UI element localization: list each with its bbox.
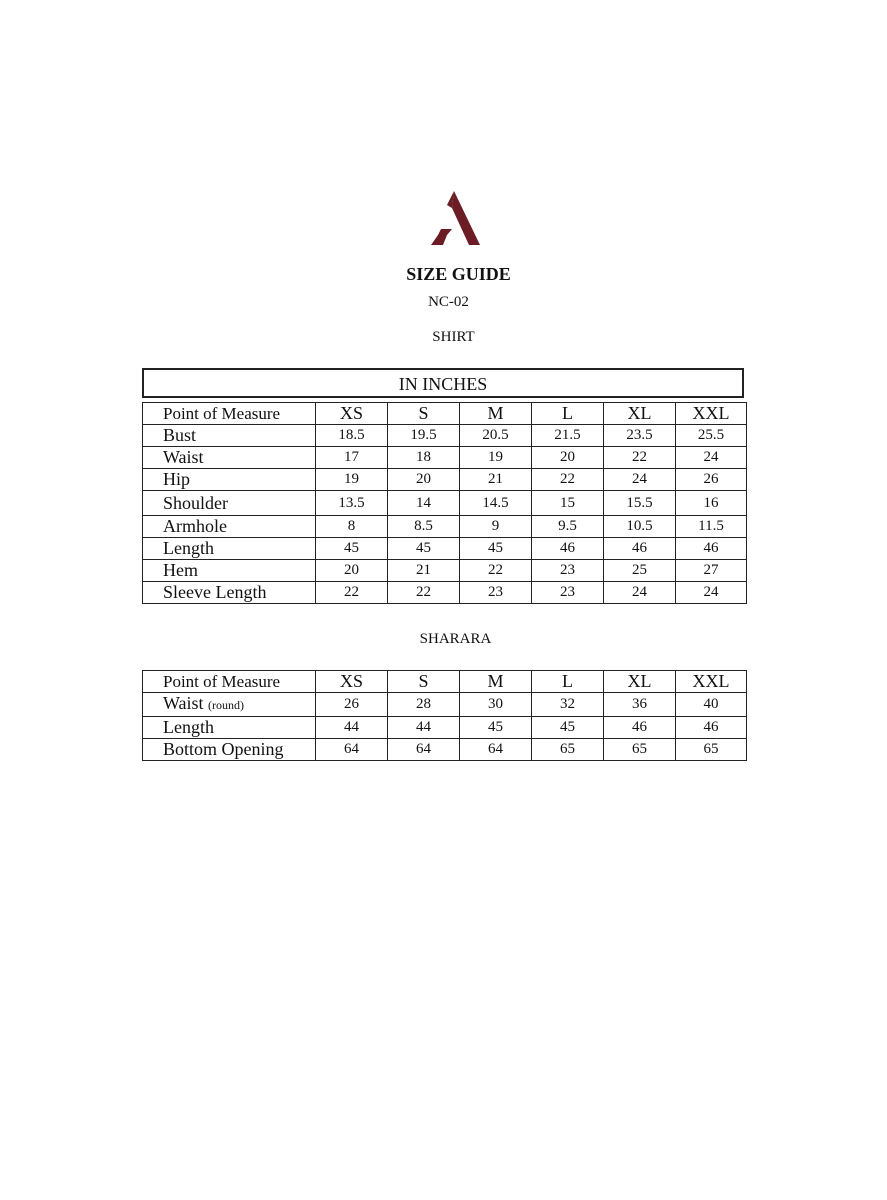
table-cell: 46 xyxy=(676,717,747,739)
header-cell: M xyxy=(460,671,532,693)
header-cell: S xyxy=(388,671,460,693)
table-row xyxy=(143,582,747,604)
header-cell: XL xyxy=(604,671,676,693)
table-cell: 44 xyxy=(316,717,388,739)
table-row xyxy=(143,469,747,491)
header-cell: XS xyxy=(316,403,388,425)
table-cell: 27 xyxy=(676,560,747,582)
table-cell: 20 xyxy=(316,560,388,582)
table-cell: 16 xyxy=(676,491,747,516)
header-cell: XXL xyxy=(676,671,747,693)
table-row xyxy=(143,717,747,739)
table-cell: 46 xyxy=(532,538,604,560)
sharara-section-label: SHARARA xyxy=(419,631,492,647)
table-cell: 23 xyxy=(460,582,532,604)
table-cell: 64 xyxy=(460,739,532,761)
header-cell: XS xyxy=(316,671,388,693)
header-cell: L xyxy=(532,671,604,693)
units-header: IN INCHES xyxy=(142,368,744,398)
table-cell: 46 xyxy=(604,538,676,560)
table-cell: 46 xyxy=(676,538,747,560)
table-cell: 8 xyxy=(316,516,388,538)
measure-label: Length xyxy=(143,717,316,739)
measure-label: Hip xyxy=(143,469,316,491)
table-cell: 24 xyxy=(676,582,747,604)
table-cell: 40 xyxy=(676,693,747,717)
table-row xyxy=(143,538,747,560)
header-cell: XXL xyxy=(676,403,747,425)
table-cell: 30 xyxy=(460,693,532,717)
page-title: SIZE GUIDE xyxy=(406,264,511,284)
measure-label: Shoulder xyxy=(143,491,316,516)
table-cell: 65 xyxy=(604,739,676,761)
table-cell: 24 xyxy=(604,469,676,491)
table-cell: 11.5 xyxy=(676,516,747,538)
table-cell: 14 xyxy=(388,491,460,516)
header-cell: XL xyxy=(604,403,676,425)
table-cell: 25.5 xyxy=(676,425,747,447)
shirt-section-label: SHIRT xyxy=(432,329,475,345)
table-row xyxy=(143,447,747,469)
table-cell: 22 xyxy=(316,582,388,604)
table-cell: 20.5 xyxy=(460,425,532,447)
sharara-size-table xyxy=(142,670,747,761)
table-cell: 45 xyxy=(388,538,460,560)
table-cell: 17 xyxy=(316,447,388,469)
table-cell: 26 xyxy=(676,469,747,491)
table-cell: 45 xyxy=(460,538,532,560)
table-cell: 65 xyxy=(676,739,747,761)
table-cell: 21 xyxy=(388,560,460,582)
table-cell: 25 xyxy=(604,560,676,582)
table-cell: 36 xyxy=(604,693,676,717)
table-cell: 10.5 xyxy=(604,516,676,538)
table-row xyxy=(143,693,747,717)
table-cell: 45 xyxy=(316,538,388,560)
measure-label: Length xyxy=(143,538,316,560)
table-cell: 23.5 xyxy=(604,425,676,447)
a-letter-logo-icon xyxy=(428,191,480,245)
measure-label: Bust xyxy=(143,425,316,447)
table-cell: 15.5 xyxy=(604,491,676,516)
table-row xyxy=(143,425,747,447)
table-cell: 14.5 xyxy=(460,491,532,516)
table-cell: 45 xyxy=(460,717,532,739)
table-cell: 9 xyxy=(460,516,532,538)
table-cell: 18 xyxy=(388,447,460,469)
table-cell: 15 xyxy=(532,491,604,516)
product-code: NC-02 xyxy=(428,294,469,310)
table-cell: 19.5 xyxy=(388,425,460,447)
table-cell: 22 xyxy=(532,469,604,491)
table-cell: 21 xyxy=(460,469,532,491)
table-cell: 19 xyxy=(316,469,388,491)
table-cell: 24 xyxy=(676,447,747,469)
measure-label: Sleeve Length xyxy=(143,582,316,604)
table-cell: 23 xyxy=(532,582,604,604)
table-cell: 26 xyxy=(316,693,388,717)
shirt-size-table xyxy=(142,402,747,604)
table-cell: 44 xyxy=(388,717,460,739)
table-cell: 8.5 xyxy=(388,516,460,538)
table-cell: 18.5 xyxy=(316,425,388,447)
table-row xyxy=(143,491,747,516)
table-cell: 20 xyxy=(532,447,604,469)
table-cell: 9.5 xyxy=(532,516,604,538)
table-cell: 13.5 xyxy=(316,491,388,516)
table-cell: 20 xyxy=(388,469,460,491)
table-cell: 32 xyxy=(532,693,604,717)
table-cell: 24 xyxy=(604,582,676,604)
table-row xyxy=(143,739,747,761)
table-cell: 64 xyxy=(316,739,388,761)
header-cell: Point of Measure xyxy=(143,403,316,425)
header-cell: M xyxy=(460,403,532,425)
table-row xyxy=(143,560,747,582)
table-header-row xyxy=(143,671,747,693)
table-row xyxy=(143,516,747,538)
measure-label: Waist xyxy=(143,447,316,469)
table-cell: 22 xyxy=(460,560,532,582)
table-cell: 65 xyxy=(532,739,604,761)
table-cell: 22 xyxy=(388,582,460,604)
measure-label: Armhole xyxy=(143,516,316,538)
header-cell: L xyxy=(532,403,604,425)
table-cell: 23 xyxy=(532,560,604,582)
measure-label-text: Waist xyxy=(163,693,204,713)
measure-label: Bottom Opening xyxy=(143,739,316,761)
table-cell: 22 xyxy=(604,447,676,469)
measure-note: (round) xyxy=(208,698,245,712)
table-header-row xyxy=(143,403,747,425)
table-cell: 19 xyxy=(460,447,532,469)
table-cell: 64 xyxy=(388,739,460,761)
header-cell: S xyxy=(388,403,460,425)
table-cell: 21.5 xyxy=(532,425,604,447)
table-cell: 46 xyxy=(604,717,676,739)
measure-label xyxy=(143,693,316,717)
header-cell: Point of Measure xyxy=(143,671,316,693)
table-cell: 45 xyxy=(532,717,604,739)
measure-label: Hem xyxy=(143,560,316,582)
table-cell: 28 xyxy=(388,693,460,717)
